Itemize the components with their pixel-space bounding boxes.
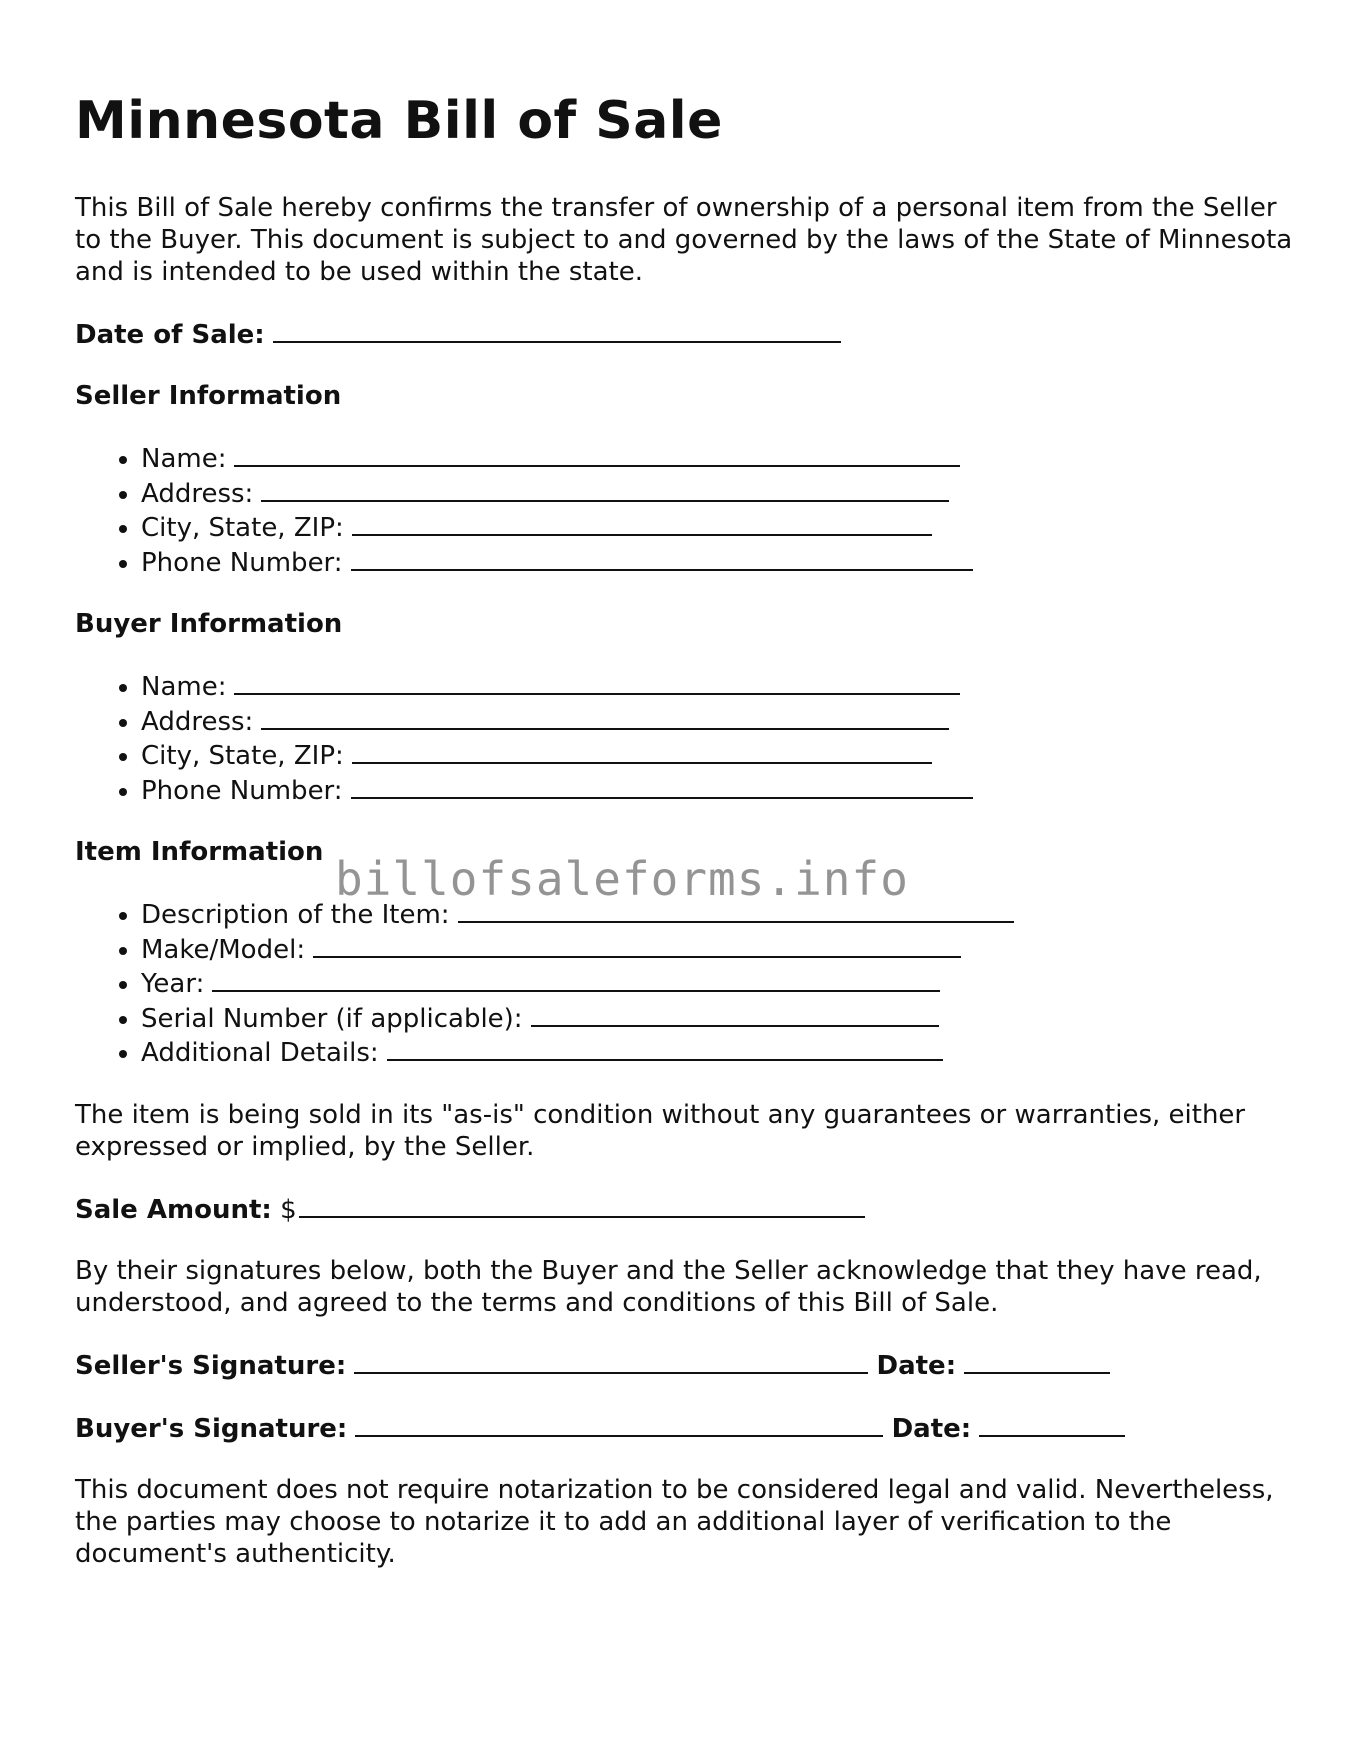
date-of-sale-field[interactable]	[273, 317, 841, 343]
item-serial-number-label: Serial Number (if applicable):	[141, 1003, 523, 1034]
seller-city-state-zip-label: City, State, ZIP:	[141, 513, 344, 544]
buyer-signature-row	[75, 1411, 1305, 1445]
item-serial-number-field[interactable]	[531, 1001, 939, 1027]
buyer-city-state-zip-label: City, State, ZIP:	[141, 741, 344, 772]
item-additional-details-label: Additional Details:	[141, 1038, 379, 1069]
item-make-model-field[interactable]	[313, 932, 961, 958]
acknowledgement-paragraph: By their signatures below, both the Buyer and the Seller acknowledge that they have read, understood, and agreed to the terms and conditions of this Bill of Sale.	[75, 1255, 1262, 1318]
item-section-heading: Item Information	[75, 837, 324, 868]
list-item	[141, 932, 1305, 967]
seller-address-field[interactable]	[261, 476, 949, 502]
seller-signature-label: Seller's Signature:	[75, 1350, 347, 1381]
list-item	[141, 669, 1305, 704]
buyer-phone-field[interactable]	[351, 773, 973, 799]
buyer-name-label: Name:	[141, 672, 227, 703]
buyer-address-label: Address:	[141, 706, 254, 737]
buyer-phone-label: Phone Number:	[141, 775, 343, 806]
seller-name-field[interactable]	[234, 441, 960, 467]
item-year-label: Year:	[141, 969, 205, 1000]
watermark: billofsaleforms.info	[335, 852, 909, 906]
seller-signature-row	[75, 1348, 1305, 1382]
list-item	[141, 476, 1305, 511]
seller-section-heading: Seller Information	[75, 381, 342, 412]
list-item	[141, 1035, 1305, 1070]
seller-date-field[interactable]	[964, 1348, 1110, 1374]
buyer-signature-label: Buyer's Signature:	[75, 1413, 348, 1444]
item-make-model-label: Make/Model:	[141, 934, 306, 965]
as-is-paragraph: The item is being sold in its "as-is" condition without any guarantees or warranties, either expressed or implied, by the Seller.	[75, 1099, 1246, 1162]
list-item	[141, 510, 1305, 545]
buyer-signature-field[interactable]	[355, 1411, 883, 1437]
seller-name-label: Name:	[141, 444, 227, 475]
list-item	[141, 897, 1305, 932]
buyer-date-label: Date:	[891, 1413, 972, 1444]
seller-phone-label: Phone Number:	[141, 547, 343, 578]
seller-phone-field[interactable]	[351, 545, 973, 571]
bill-of-sale-document	[75, 90, 1305, 1599]
date-of-sale-label: Date of Sale:	[75, 320, 265, 351]
seller-city-state-zip-field[interactable]	[352, 510, 932, 536]
seller-date-label: Date:	[876, 1350, 957, 1381]
seller-signature-field[interactable]	[354, 1348, 868, 1374]
buyer-address-field[interactable]	[261, 704, 949, 730]
item-description-field[interactable]	[458, 897, 1014, 923]
sale-amount-label: Sale Amount:	[75, 1194, 272, 1225]
seller-fields-list	[75, 441, 1305, 579]
buyer-fields-list	[75, 669, 1305, 807]
list-item	[141, 441, 1305, 476]
buyer-date-field[interactable]	[979, 1411, 1125, 1437]
item-fields-list	[75, 897, 1305, 1070]
sale-amount-row	[75, 1192, 1305, 1226]
list-item	[141, 738, 1305, 773]
sale-amount-field[interactable]	[299, 1192, 865, 1218]
list-item	[141, 545, 1305, 580]
date-of-sale-row	[75, 317, 1305, 351]
list-item	[141, 704, 1305, 739]
notarization-paragraph: This document does not require notarization to be considered legal and valid. Nevertheless, the parties may choose to notarize it to add an additional layer of verification to the document's authenticity.	[75, 1474, 1274, 1569]
item-additional-details-field[interactable]	[387, 1035, 943, 1061]
buyer-name-field[interactable]	[234, 669, 960, 695]
currency-symbol: $	[280, 1194, 297, 1225]
buyer-city-state-zip-field[interactable]	[352, 738, 932, 764]
buyer-section-heading: Buyer Information	[75, 609, 343, 640]
list-item	[141, 1001, 1305, 1036]
list-item	[141, 773, 1305, 808]
page-title: Minnesota Bill of Sale	[75, 91, 723, 151]
list-item	[141, 966, 1305, 1001]
intro-paragraph: This Bill of Sale hereby confirms the transfer of ownership of a personal item from the Seller to the Buyer. This document is subject to and governed by the laws of the State of Minnesota and is intended to be used within the state.	[75, 193, 1293, 288]
seller-address-label: Address:	[141, 478, 254, 509]
item-description-label: Description of the Item:	[141, 900, 450, 931]
item-year-field[interactable]	[212, 966, 940, 992]
